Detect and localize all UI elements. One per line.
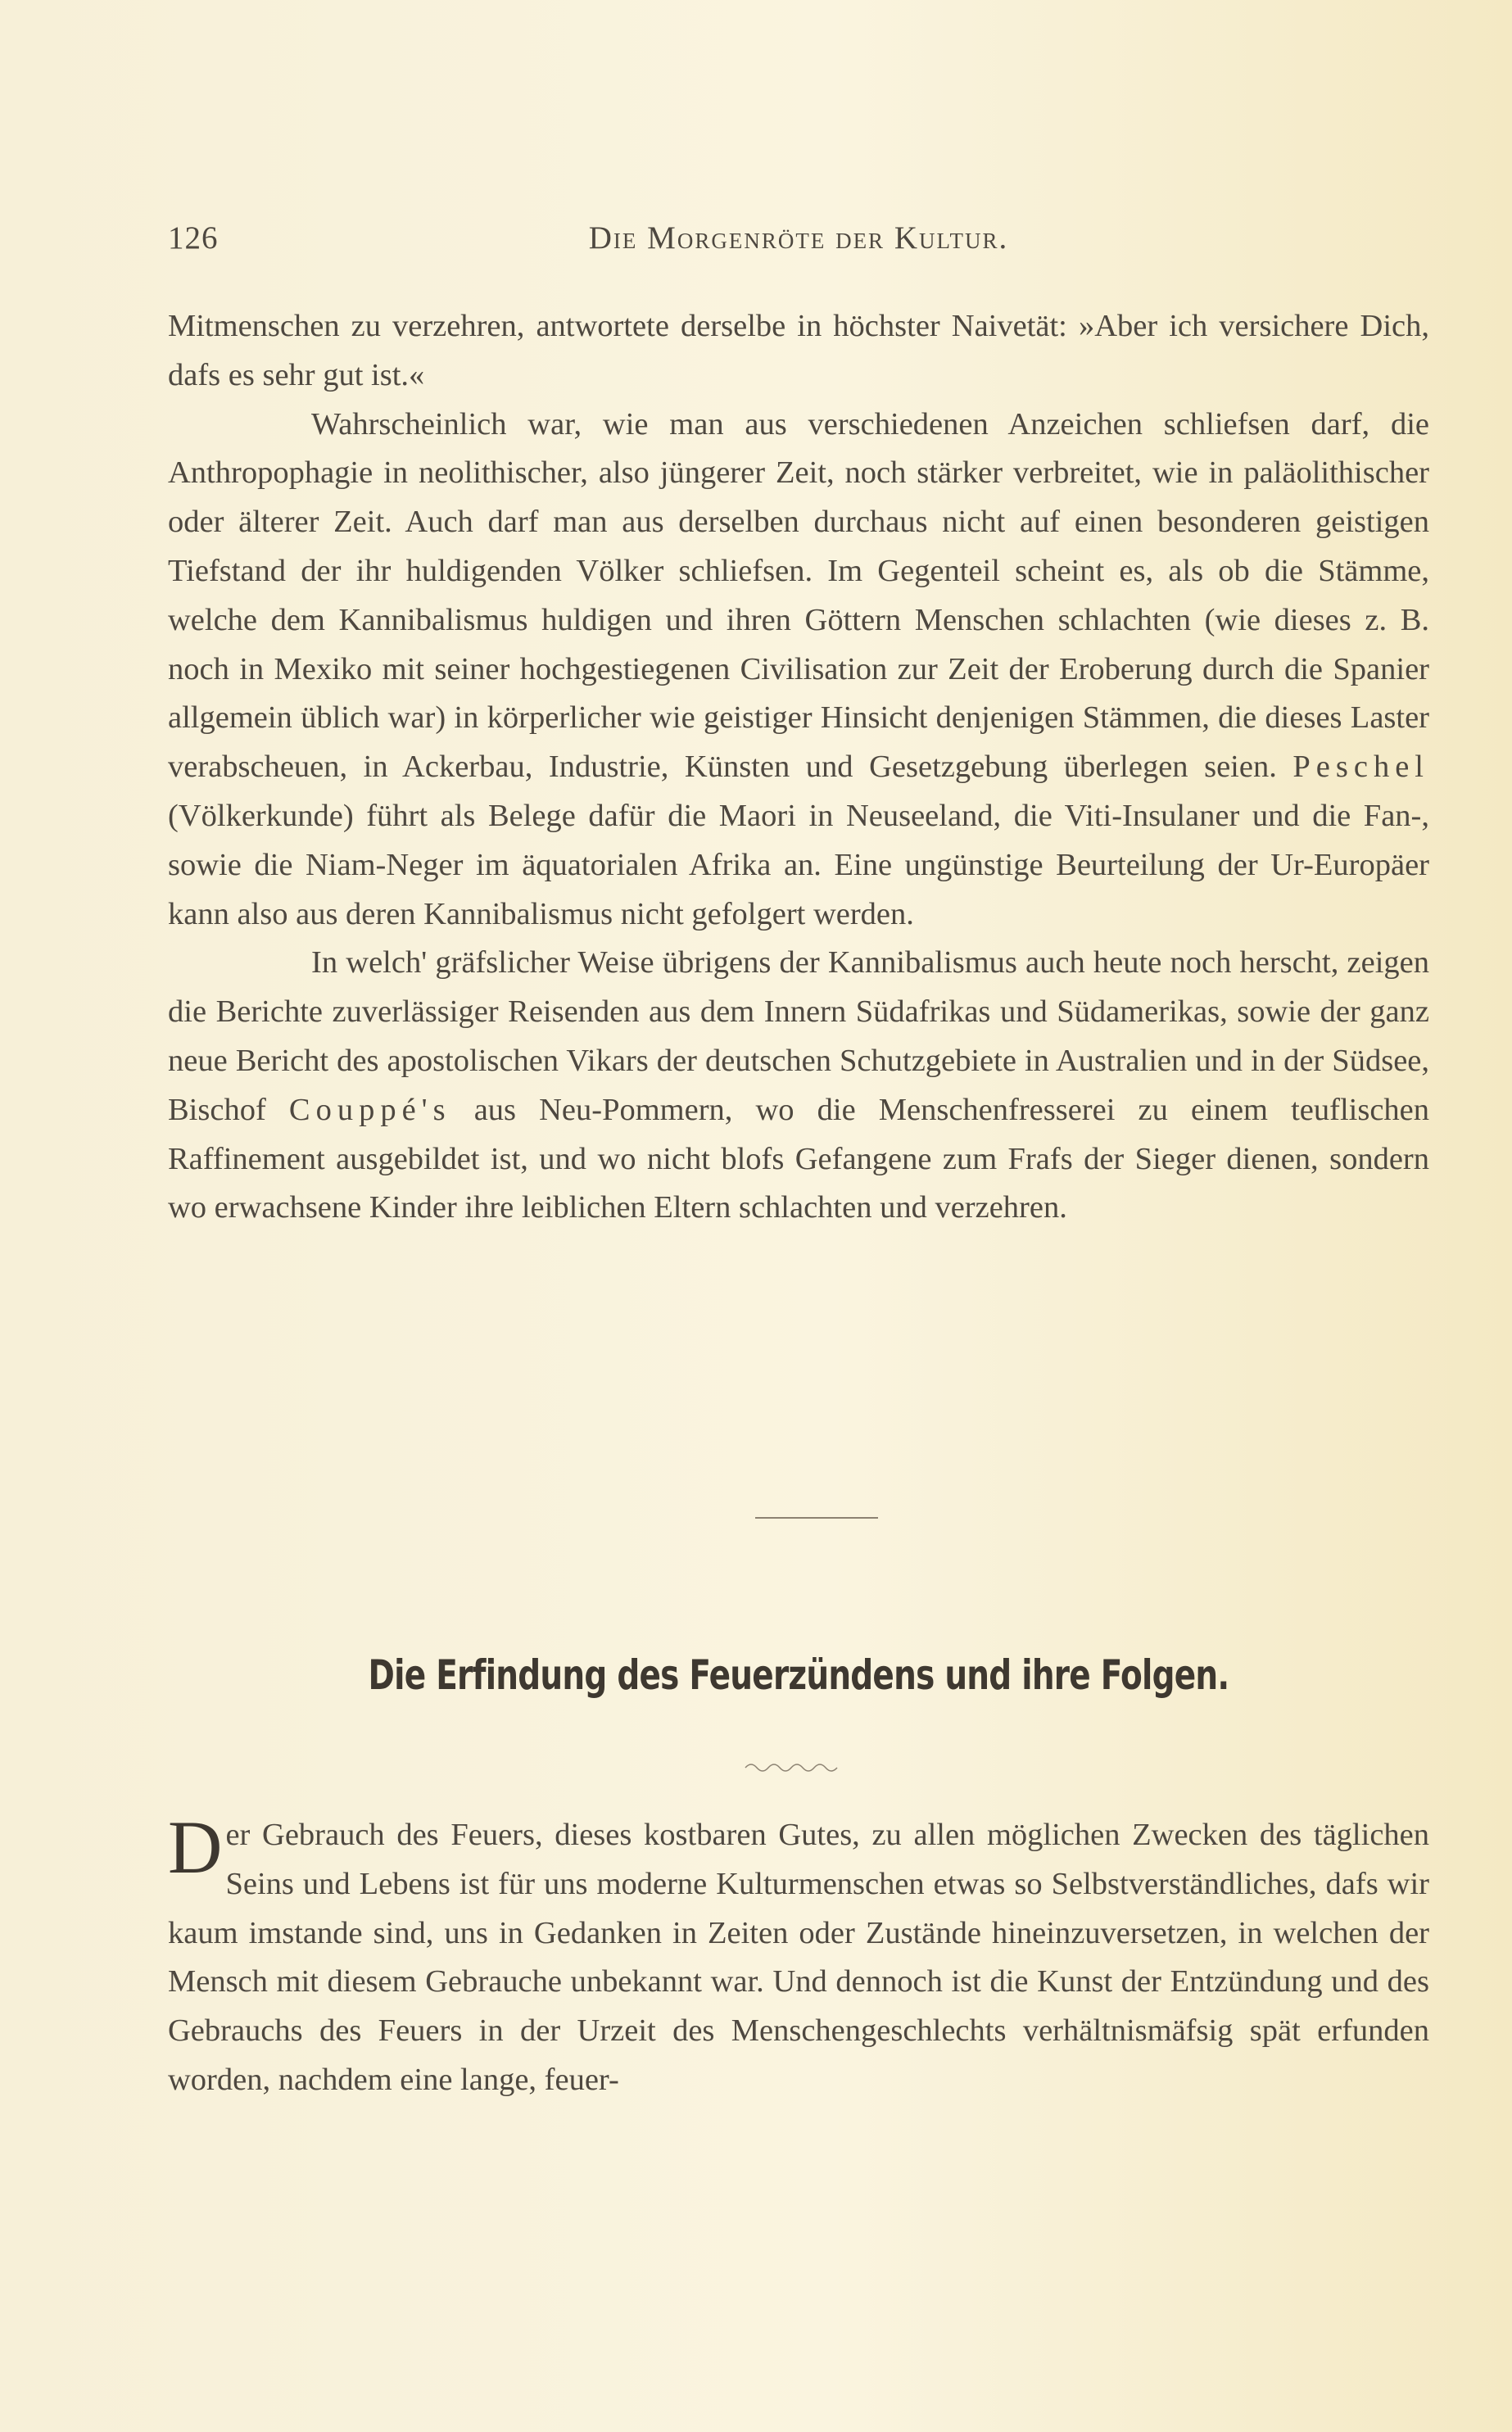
paragraph-2-text-b: (Völkerkunde) führt als Belege dafür die Maori in Neuseeland, die Viti-Insulaner und die Fan-, sowie die Niam-Neger im äquatorialen Afrika an. Eine ungünstige Beurteilung der Ur-Europäer kann also aus deren Kannibalismus nicht gefolgert werden. — [168, 798, 1429, 931]
drop-cap: D — [168, 1805, 223, 1889]
paragraph-3-text-a: In welch' gräfslicher Weise übrigens der Kannibalismus auch heute noch herscht, zeigen die Berichte zuverlässiger Reisenden aus dem Innern Südafrikas und Südamerikas, sowie der ganz neue Bericht des apostolischen Vikars der deutschen Schutzgebiete in Australien und in der Südsee, Bischof — [168, 945, 1429, 1127]
page-header — [168, 220, 1429, 269]
paragraph-2-text-a: Wahrscheinlich war, wie man aus verschiedenen Anzeichen schliefsen darf, die Anthropophagie in neolithischer, also jüngerer Zeit, noch stärker verbreitet, wie in paläolithischer oder älterer Zeit. Auch darf man aus derselben durchaus nicht auf einen besonderen geistigen Tiefstand der ihr huldigenden Völker schliefsen. Im Gegenteil scheint es, als ob die Stämme, welche dem Kannibalismus huldigen und ihren Göttern Menschen schlachten (wie dieses z. B. noch in Mexiko mit seiner hochgestiegenen Civilisation zur Zeit der Eroberung durch die Spanier allgemein üblich war) in körperlicher wie geistiger Hinsicht denjenigen Stämmen, die dieses Laster verabscheuen, in Ackerbau, Industrie, Künsten und Gesetzgebung überlegen seien. — [168, 406, 1429, 785]
author-name-peschel: Peschel — [1292, 750, 1429, 785]
paragraph-3-text-b: aus Neu-Pommern, wo die Menschenfresserei zu einem teuflischen Raffinement ausgebildet ist, und wo nicht blofs Gefangene zum Frafs der Sieger dienen, sondern wo erwachsene Kinder ihre leiblichen Eltern schlachten und verzehren. — [168, 1092, 1430, 1225]
text-block-cannibalism — [168, 302, 1429, 1233]
running-title: Die Morgenröte der Kultur. — [588, 220, 1009, 256]
page-number: 126 — [168, 220, 219, 256]
section-title: Die Erfindung des Feuerzündens und ihre Folgen. — [368, 1651, 1229, 1699]
text-block-fire — [168, 1805, 1429, 2105]
paragraph-3 — [168, 939, 1429, 1233]
wave-ornament-icon — [741, 1758, 840, 1774]
section-divider — [755, 1517, 878, 1519]
author-name-couppe: Couppé's — [288, 1092, 451, 1127]
section-paragraph — [168, 1805, 1429, 2105]
paragraph-1: Mitmenschen zu verzehren, antwortete derselbe in höchster Naivetät: »Aber ich versichere Dich, dafs es sehr gut ist.« — [168, 309, 1429, 392]
paragraph-2 — [168, 401, 1429, 940]
section-paragraph-text: er Gebrauch des Feuers, dieses kostbaren Gutes, zu allen möglichen Zwecken des täglichen Seins und Lebens ist für uns moderne Kulturmenschen etwas so Selbstverständliches, dafs wir kaum imstande sind, uns in Gedanken in Zeiten oder Zustände hineinzuversetzen, in welchen der Mensch mit diesem Gebrauche unbekannt war. Und dennoch ist die Kunst der Entzündung und des Gebrauchs des Feuers in der Urzeit des Menschengeschlechts verhältnismäfsig spät erfunden worden, nachdem eine lange, feuer- — [168, 1818, 1429, 2097]
